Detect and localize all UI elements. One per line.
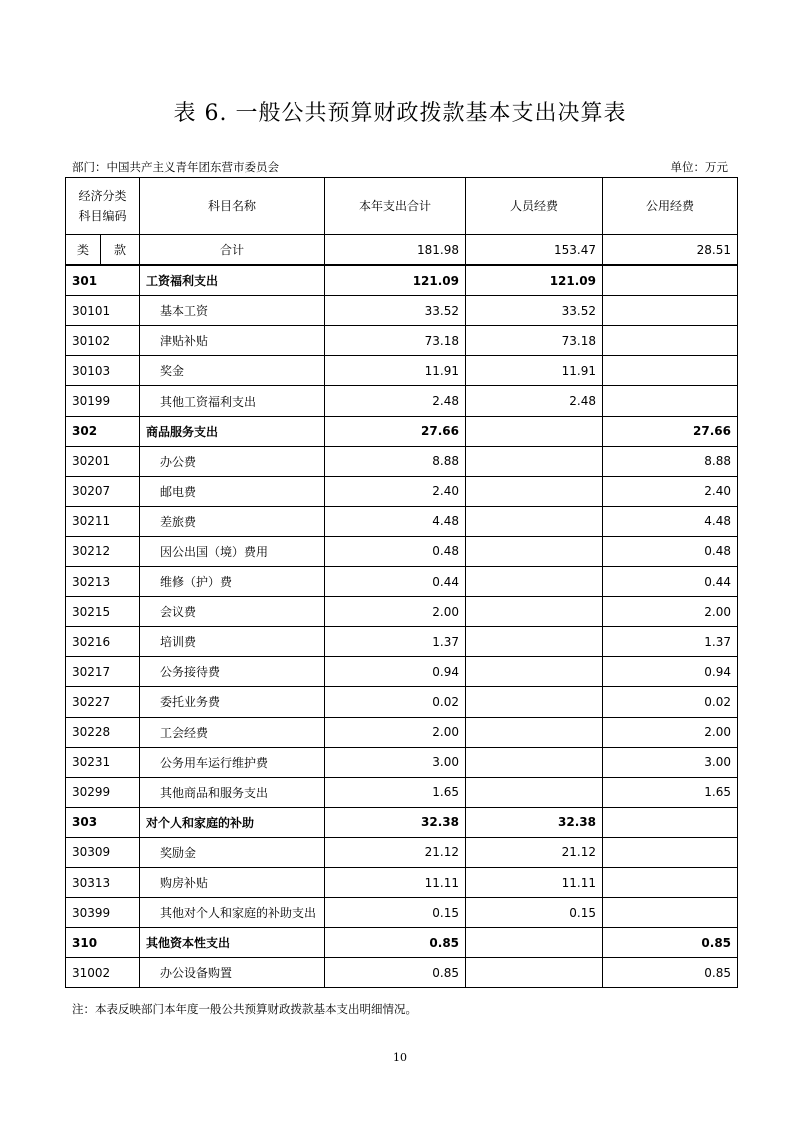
row-personnel (466, 657, 603, 687)
row-personnel: 33.52 (466, 296, 603, 326)
table-row (66, 416, 738, 446)
table-row (66, 867, 738, 897)
row-personnel (466, 717, 603, 747)
row-public: 0.44 (603, 567, 738, 597)
total-public: 28.51 (603, 235, 738, 266)
row-code: 31002 (66, 958, 140, 988)
row-code: 30228 (66, 717, 140, 747)
row-code: 30207 (66, 476, 140, 506)
table-row (66, 446, 738, 476)
table-row (66, 476, 738, 506)
total-name: 合计 (140, 235, 325, 266)
row-name: 奖励金 (140, 837, 325, 867)
row-total: 1.65 (325, 777, 466, 807)
row-name: 津贴补贴 (140, 326, 325, 356)
row-total: 2.40 (325, 476, 466, 506)
row-public (603, 296, 738, 326)
expenditure-table (65, 177, 738, 988)
row-total: 11.11 (325, 867, 466, 897)
row-total: 0.15 (325, 898, 466, 928)
table-row (66, 777, 738, 807)
row-code: 30399 (66, 898, 140, 928)
row-code: 301 (66, 265, 140, 296)
row-name: 邮电费 (140, 476, 325, 506)
row-code: 30212 (66, 536, 140, 566)
table-row (66, 597, 738, 627)
row-public: 1.65 (603, 777, 738, 807)
row-public: 4.48 (603, 506, 738, 536)
row-name: 差旅费 (140, 506, 325, 536)
row-personnel: 2.48 (466, 386, 603, 416)
row-personnel (466, 928, 603, 958)
row-personnel (466, 567, 603, 597)
row-personnel: 0.15 (466, 898, 603, 928)
table-row (66, 717, 738, 747)
table-row (66, 687, 738, 717)
row-code: 30313 (66, 867, 140, 897)
row-personnel (466, 627, 603, 657)
row-total: 0.02 (325, 687, 466, 717)
row-code: 30102 (66, 326, 140, 356)
table-row (66, 898, 738, 928)
row-name: 工资福利支出 (140, 265, 325, 296)
total-amount: 181.98 (325, 235, 466, 266)
row-total: 121.09 (325, 265, 466, 296)
row-public (603, 898, 738, 928)
row-public (603, 867, 738, 897)
row-code: 30199 (66, 386, 140, 416)
row-public: 8.88 (603, 446, 738, 476)
header-code-line1: 经济分类 (78, 189, 127, 203)
row-total: 3.00 (325, 747, 466, 777)
table-row (66, 356, 738, 386)
table-row (66, 627, 738, 657)
row-name: 维修（护）费 (140, 567, 325, 597)
row-total: 2.00 (325, 717, 466, 747)
row-personnel (466, 747, 603, 777)
row-public: 1.37 (603, 627, 738, 657)
row-code: 30299 (66, 777, 140, 807)
header-code-line2: 科目编码 (78, 209, 127, 223)
row-public: 2.40 (603, 476, 738, 506)
row-public (603, 807, 738, 837)
row-total: 2.48 (325, 386, 466, 416)
header-name: 科目名称 (140, 178, 325, 235)
footnote: 注：本表反映部门本年度一般公共预算财政拨款基本支出明细情况。 (72, 1002, 417, 1016)
page-title: 表 6. 一般公共预算财政拨款基本支出决算表 (173, 101, 627, 126)
row-name: 公务用车运行维护费 (140, 747, 325, 777)
total-lei: 类 (66, 235, 101, 266)
row-total: 0.44 (325, 567, 466, 597)
row-total: 0.94 (325, 657, 466, 687)
row-name: 其他工资福利支出 (140, 386, 325, 416)
row-public (603, 326, 738, 356)
row-code: 30213 (66, 567, 140, 597)
page-number: 10 (393, 1051, 407, 1064)
row-code: 30231 (66, 747, 140, 777)
total-personnel: 153.47 (466, 235, 603, 266)
row-total: 8.88 (325, 446, 466, 476)
row-total: 27.66 (325, 416, 466, 446)
row-public (603, 265, 738, 296)
row-total: 0.85 (325, 958, 466, 988)
table-row (66, 657, 738, 687)
table-row (66, 386, 738, 416)
table-row (66, 747, 738, 777)
row-name: 公务接待费 (140, 657, 325, 687)
header-public: 公用经费 (603, 178, 738, 235)
row-personnel: 32.38 (466, 807, 603, 837)
row-personnel (466, 416, 603, 446)
row-code: 30216 (66, 627, 140, 657)
row-personnel (466, 958, 603, 988)
row-personnel (466, 506, 603, 536)
row-personnel (466, 777, 603, 807)
row-personnel: 11.11 (466, 867, 603, 897)
row-public (603, 386, 738, 416)
row-total: 0.48 (325, 536, 466, 566)
row-public: 0.85 (603, 928, 738, 958)
row-personnel: 21.12 (466, 837, 603, 867)
row-name: 对个人和家庭的补助 (140, 807, 325, 837)
table-header-row (66, 178, 738, 235)
row-name: 培训费 (140, 627, 325, 657)
row-public: 0.48 (603, 536, 738, 566)
table-row (66, 567, 738, 597)
row-code: 30211 (66, 506, 140, 536)
row-name: 办公费 (140, 446, 325, 476)
row-personnel (466, 446, 603, 476)
row-name: 其他对个人和家庭的补助支出 (140, 898, 325, 928)
row-personnel (466, 597, 603, 627)
department-label: 部门：中国共产主义青年团东营市委员会 (72, 160, 279, 174)
row-name: 奖金 (140, 356, 325, 386)
row-name: 基本工资 (140, 296, 325, 326)
row-public: 3.00 (603, 747, 738, 777)
table-row (66, 326, 738, 356)
table-row (66, 958, 738, 988)
total-row (66, 235, 738, 266)
row-code: 30101 (66, 296, 140, 326)
row-total: 2.00 (325, 597, 466, 627)
row-personnel (466, 536, 603, 566)
row-code: 302 (66, 416, 140, 446)
row-personnel (466, 687, 603, 717)
row-name: 会议费 (140, 597, 325, 627)
header-personnel: 人员经费 (466, 178, 603, 235)
row-name: 购房补贴 (140, 867, 325, 897)
row-total: 1.37 (325, 627, 466, 657)
row-name: 商品服务支出 (140, 416, 325, 446)
table-row (66, 807, 738, 837)
row-personnel: 121.09 (466, 265, 603, 296)
row-name: 工会经费 (140, 717, 325, 747)
row-total: 4.48 (325, 506, 466, 536)
row-code: 30217 (66, 657, 140, 687)
row-total: 21.12 (325, 837, 466, 867)
row-code: 30215 (66, 597, 140, 627)
row-public (603, 837, 738, 867)
row-name: 因公出国（境）费用 (140, 536, 325, 566)
unit-label: 单位：万元 (670, 160, 728, 174)
table-row (66, 536, 738, 566)
table-row (66, 837, 738, 867)
row-total: 11.91 (325, 356, 466, 386)
total-kuan: 款 (101, 235, 140, 266)
table-row (66, 296, 738, 326)
row-personnel: 73.18 (466, 326, 603, 356)
row-name: 办公设备购置 (140, 958, 325, 988)
row-public: 27.66 (603, 416, 738, 446)
header-total: 本年支出合计 (325, 178, 466, 235)
row-name: 委托业务费 (140, 687, 325, 717)
row-public: 0.94 (603, 657, 738, 687)
row-code: 30103 (66, 356, 140, 386)
row-code: 30201 (66, 446, 140, 476)
row-code: 310 (66, 928, 140, 958)
row-public: 2.00 (603, 597, 738, 627)
row-total: 33.52 (325, 296, 466, 326)
row-public: 2.00 (603, 717, 738, 747)
row-public: 0.85 (603, 958, 738, 988)
row-personnel: 11.91 (466, 356, 603, 386)
row-name: 其他资本性支出 (140, 928, 325, 958)
row-personnel (466, 476, 603, 506)
table-row (66, 506, 738, 536)
row-name: 其他商品和服务支出 (140, 777, 325, 807)
row-code: 30309 (66, 837, 140, 867)
row-total: 73.18 (325, 326, 466, 356)
table-row (66, 265, 738, 296)
row-total: 32.38 (325, 807, 466, 837)
table-row (66, 928, 738, 958)
row-total: 0.85 (325, 928, 466, 958)
row-public: 0.02 (603, 687, 738, 717)
row-public (603, 356, 738, 386)
header-code (66, 178, 140, 235)
row-code: 30227 (66, 687, 140, 717)
row-code: 303 (66, 807, 140, 837)
